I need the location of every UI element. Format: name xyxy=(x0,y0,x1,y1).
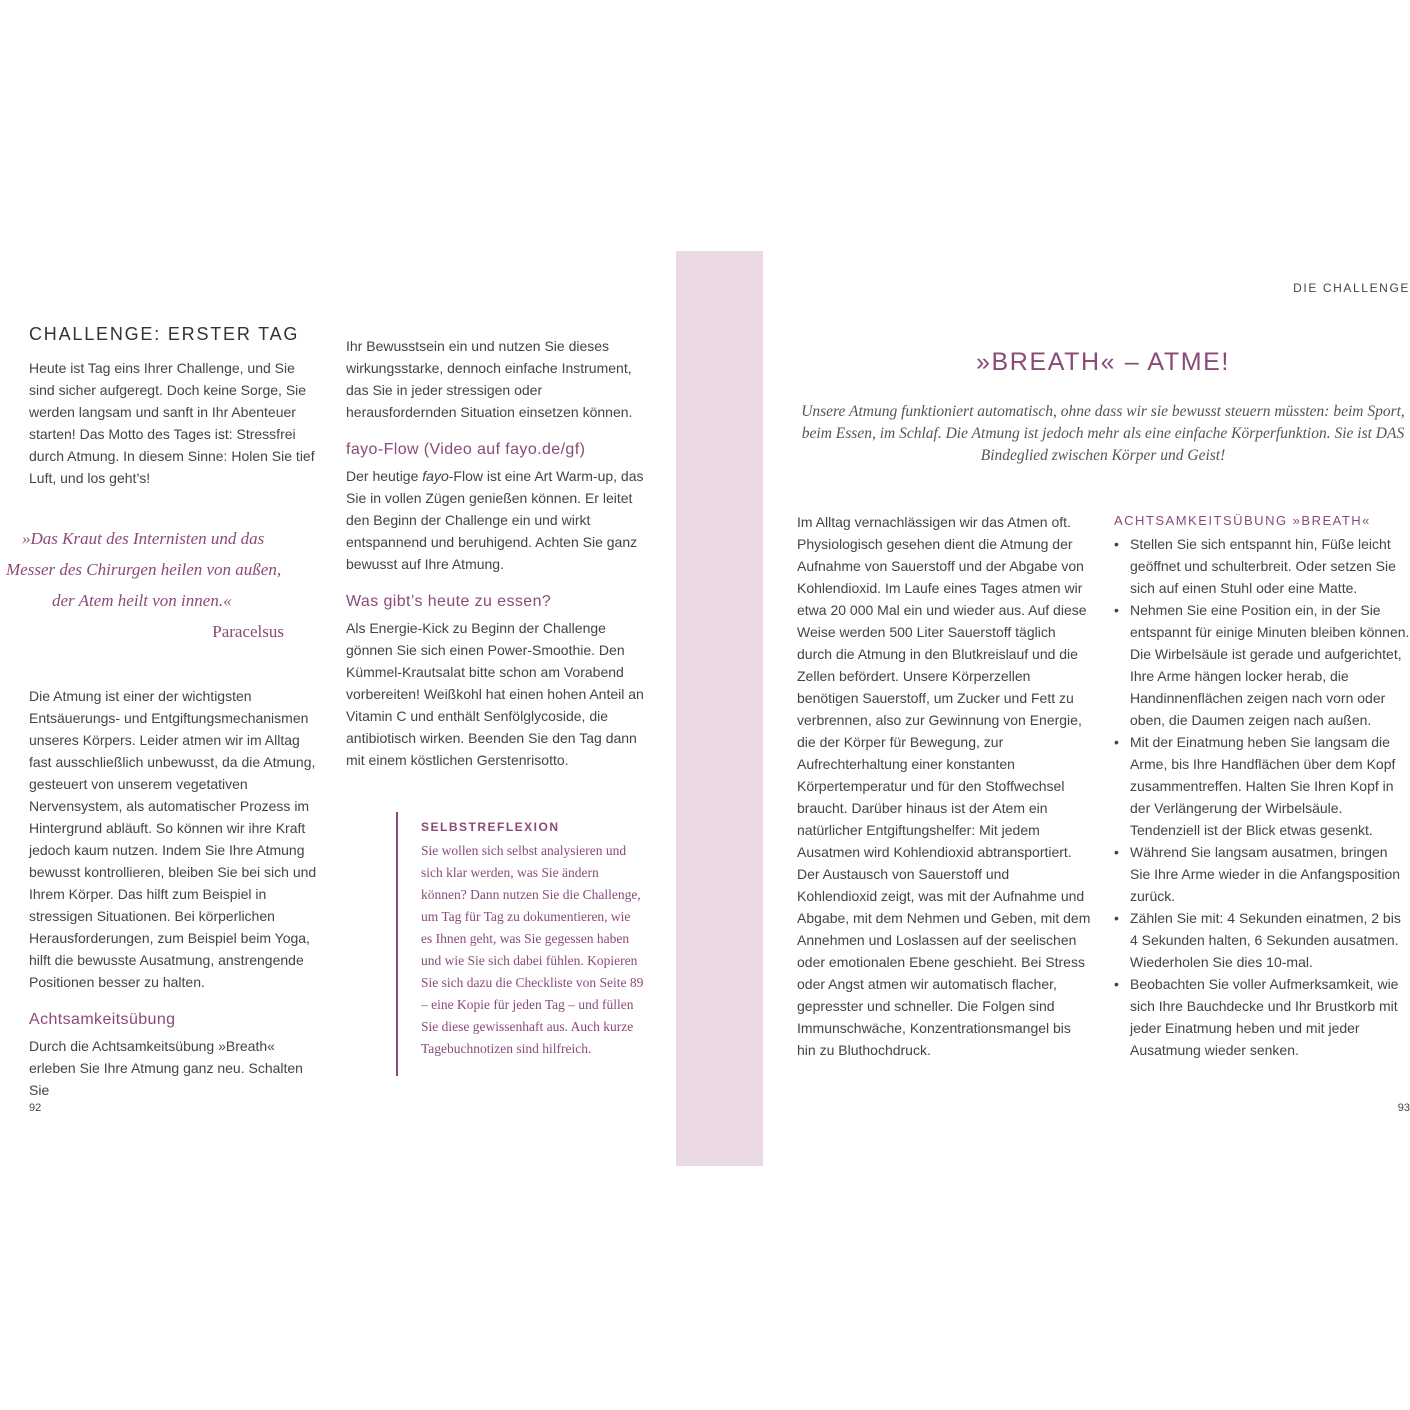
left-column-2 xyxy=(346,335,644,771)
exercise-step xyxy=(1114,533,1410,599)
exercise-step xyxy=(1114,973,1410,1061)
breath-body: Im Alltag vernachlässigen wir das Atmen oft. Physiologisch gesehen dient die Atmung der Aufnahme von Sauerstoff und der Abgabe von Kohlendioxid. Im Laufe eines Tages atmen wir etwa 20 000 Mal ein und wieder aus. Auf diese Weise werden 500 Liter Sauerstoff täglich durch die Atmung in den Blutkreislauf und die Zellen befördert. Unsere Körperzellen benötigen Sauerstoff, um Zucker und Fett zu verbrennen, also zur Gewinnung von Energie, die der Körper für Bewegung, zur Aufrechterhaltung einer konstanten Körpertemperatur und für den Stoffwechsel braucht. Darüber hinaus ist der Atem ein natürlicher Entgiftungshelfer: Mit jedem Ausatmen wird Kohlendioxid abtransportiert. Der Austausch von Sauerstoff und Kohlendioxid zeigt, was mit der Aufnahme und Abgabe, mit dem Nehmen und Geben, mit dem Annehmen und Loslassen auf der seelischen oder emotionalen Ebene geschieht. Bei Stress oder Angst atmen wir automatisch flacher, gepresster und schneller. Die Folgen sind Immunschwäche, Konzentrationsmangel bis hin zu Bluthochdruck. xyxy=(797,514,1091,1058)
fayo-text xyxy=(346,465,644,575)
exercise-step xyxy=(1114,841,1410,907)
essen-heading: Was gibt’s heute zu essen? xyxy=(346,593,552,610)
exercise-step xyxy=(1114,907,1410,973)
selbstreflexion-heading: SELBSTREFLEXION xyxy=(421,820,560,834)
exercise-step-text: Während Sie langsam ausatmen, bringen Sie Ihre Arme wieder in die Anfangsposition zurück. xyxy=(1130,844,1401,904)
right-column-2 xyxy=(1114,511,1410,1061)
intro-paragraph: Heute ist Tag eins Ihrer Challenge, und Sie sind sicher aufgeregt. Doch keine Sorge, Sie werden langsam und sanft in Ihr Abenteuer starten! Das Motto des Tages ist: Stressfrei durch Atmung. In diesem Sinne: Holen Sie tief Luft, und los geht’s! xyxy=(29,360,315,486)
exercise-step-text: Beobachten Sie voller Aufmerksamkeit, wie sich Ihre Bauchdecke und Ihr Brustkorb mit jeder Einatmung heben und mit jeder Ausatmung wieder senken. xyxy=(1130,976,1399,1058)
selbstreflexion-text: Sie wollen sich selbst analysieren und sich klar werden, was Sie ändern können? Dann nutzen Sie die Challenge, um Tag für Tag zu dokumentieren, wie es Ihnen geht, was Sie gegessen haben und wie Sie sich dabei fühlen. Kopieren Sie sich dazu die Checkliste von Seite 89 – eine Kopie für jeden Tag – und füllen Sie diese gewissenhaft aus. Auch kurze Tagebuchnotizen sind hilfreich. xyxy=(421,843,644,1056)
bullet-icon: • xyxy=(1114,536,1119,552)
breath-title: »BREATH« – ATME! xyxy=(976,348,1230,376)
bullet-icon: • xyxy=(1114,734,1119,750)
exercise-step-text: Stellen Sie sich entspannt hin, Füße leicht geöffnet und schulterbreit. Oder setzen Sie sich auf einen Stuhl oder eine Matte. xyxy=(1130,536,1396,596)
breath-lead: Unsere Atmung funktioniert automatisch, ohne dass wir sie bewusst steuern müssten: beim Sport, beim Essen, im Schlaf. Die Atmung ist jedoch mehr als eine einfache Körperfunktion. Sie ist DAS Bindeglied zwischen Körper und Geist! xyxy=(801,403,1405,464)
page-number-right: 93 xyxy=(1397,1102,1410,1114)
achtsamkeit-text: Durch die Achtsamkeitsübung »Breath« erleben Sie Ihre Atmung ganz neu. Schalten Sie xyxy=(29,1038,303,1098)
essen-text: Als Energie-Kick zu Beginn der Challenge gönnen Sie sich einen Power-Smoothie. Den Kümmel-Krautsalat bitte schon am Vorabend vorbereiten! Weißkohl hat einen hohen Anteil an Vitamin C und enthält Senfölglycoside, die antibiotisch wirken. Beenden Sie den Tag dann mit einem köstlichen Gerstenrisotto. xyxy=(346,620,644,768)
bullet-icon: • xyxy=(1114,602,1119,618)
left-page xyxy=(0,0,676,1410)
paracelsus-quote xyxy=(0,523,290,647)
exercise-step-text: Nehmen Sie eine Position ein, in der Sie entspannt für einige Minuten bleiben können. Die Wirbelsäule ist gerade und aufgerichtet, Ihre Arme hängen locker herab, die Handinnenflächen zeigen nach vorn oder oben, die Daumen zeigen nach außen. xyxy=(1130,602,1410,728)
fayo-heading: fayo-Flow (Video auf fayo.de/gf) xyxy=(346,441,586,458)
right-page xyxy=(763,0,1410,1410)
fayo-text-em: fayo xyxy=(422,468,449,484)
exercise-step xyxy=(1114,599,1410,731)
quote-line-1: »Das Kraut des Internisten und das xyxy=(22,529,265,548)
col2-continuation: Ihr Bewusstsein ein und nutzen Sie dieses wirkungsstarke, dennoch einfache Instrument, das Sie in jeder stressigen oder herausfordernden Situation einsetzen können. xyxy=(346,338,633,420)
quote-author: Paracelsus xyxy=(212,622,284,641)
exercise-list xyxy=(1114,533,1410,1061)
right-column-1 xyxy=(797,511,1093,1061)
fayo-text-post: -Flow ist eine Art Warm-up, das Sie in vollen Zügen genießen können. Er leitet den Beginn der Challenge ein und wirkt entspannend und beruhigend. Achten Sie ganz bewusst auf Ihre Atmung. xyxy=(346,468,644,572)
quote-line-2: Messer des Chirurgen heilen von außen, xyxy=(6,560,282,579)
achtsamkeit-heading: Achtsamkeitsübung xyxy=(29,1011,176,1028)
exercise-step-text: Mit der Einatmung heben Sie langsam die Arme, bis Ihre Handflächen über dem Kopf zusammentreffen. Halten Sie Ihren Kopf in der Verlängerung der Wirbelsäule. Tendenziell ist der Blick etwas gesenkt. xyxy=(1130,734,1396,838)
exercise-step xyxy=(1114,731,1410,841)
atmung-paragraph: Die Atmung ist einer der wichtigsten Entsäuerungs- und Entgiftungsmechanismen unseres Körpers. Leider atmen wir im Alltag fast ausschließlich unbewusst, da die Atmung, gesteuert von unserem vegetativen Nervensystem, als automatischer Prozess im Hintergrund abläuft. So können wir ihre Kraft jedoch kaum nutzen. Indem Sie Ihre Atmung bewusst kontrollieren, bleiben Sie bei sich und Ihrem Körper. Das hilft zum Beispiel in stressigen Situationen. Bei körperlichen Herausforderungen, zum Beispiel beim Yoga, hilft die bewusste Ausatmung, anstrengende Positionen besser zu halten. xyxy=(29,688,317,990)
exercise-heading: ACHTSAMKEITSÜBUNG »BREATH« xyxy=(1114,513,1371,528)
bullet-icon: • xyxy=(1114,976,1119,992)
chapter-title: CHALLENGE: ERSTER TAG xyxy=(29,324,300,344)
bullet-icon: • xyxy=(1114,910,1119,926)
selbstreflexion-box xyxy=(396,812,644,1076)
running-head: DIE CHALLENGE xyxy=(1293,281,1410,295)
page-number-left: 92 xyxy=(29,1102,42,1114)
left-column-1 xyxy=(29,324,319,489)
page-divider-band xyxy=(676,251,763,1166)
left-column-1-lower xyxy=(29,685,319,1101)
exercise-step-text: Zählen Sie mit: 4 Sekunden einatmen, 2 bis 4 Sekunden halten, 6 Sekunden ausatmen. Wiederholen Sie dies 10-mal. xyxy=(1130,910,1401,970)
fayo-text-pre: Der heutige xyxy=(346,468,423,484)
quote-line-3: der Atem heilt von innen.« xyxy=(52,591,232,610)
bullet-icon: • xyxy=(1114,844,1119,860)
